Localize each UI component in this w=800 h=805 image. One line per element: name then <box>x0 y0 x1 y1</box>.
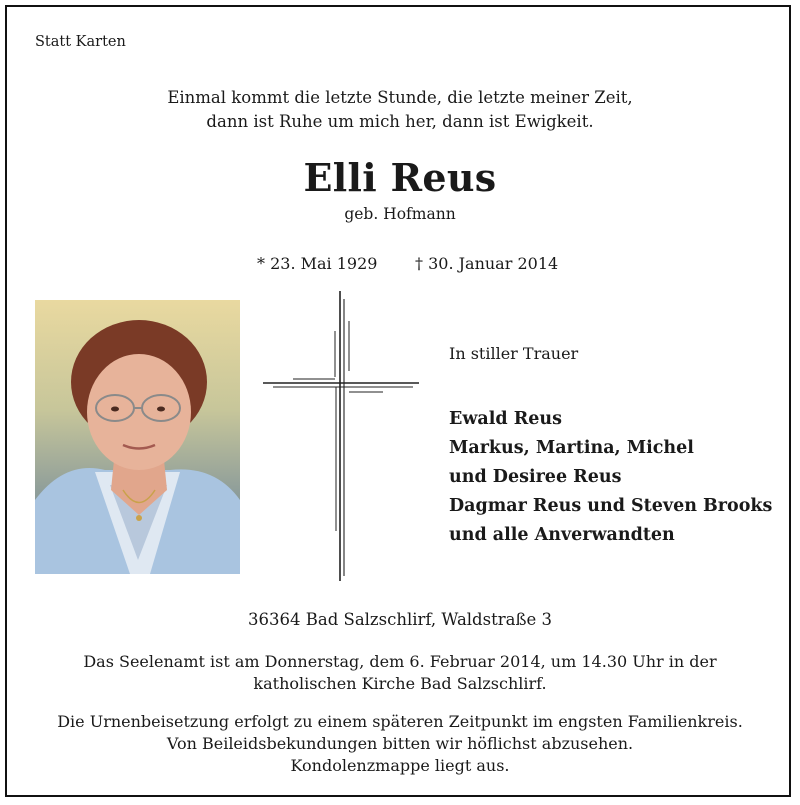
family-member: Markus, Martina, Michel <box>449 438 694 458</box>
portrait-photo <box>35 300 240 574</box>
family-member: Ewald Reus <box>449 409 562 429</box>
obituary-card <box>5 5 791 797</box>
portrait-illustration <box>35 300 240 574</box>
mass-line: katholischen Kirche Bad Salzschlirf. <box>253 674 547 693</box>
burial-line: Die Urnenbeisetzung erfolgt zu einem späteren Zeitpunkt im engsten Familienkreis. <box>57 712 743 731</box>
death-date: † 30. Januar 2014 <box>415 254 559 273</box>
mourning-intro: In stiller Trauer <box>449 344 579 363</box>
poem <box>7 86 793 134</box>
family-member: und Desiree Reus <box>449 467 622 487</box>
burial-notice <box>7 711 793 777</box>
burial-line: Von Beileidsbekundungen bitten wir höflichst abzusehen. <box>166 734 634 753</box>
poem-line: Einmal kommt die letzte Stunde, die letzte meiner Zeit, <box>167 88 633 107</box>
header-note: Statt Karten <box>35 34 126 50</box>
birth-name: geb. Hofmann <box>344 205 456 223</box>
family-list <box>449 405 772 550</box>
mass-line: Das Seelenamt ist am Donnerstag, dem 6. Februar 2014, um 14.30 Uhr in der <box>83 652 717 671</box>
address: 36364 Bad Salzschlirf, Waldstraße 3 <box>248 610 552 629</box>
deceased-name: Elli Reus <box>303 155 497 200</box>
family-member: Dagmar Reus und Steven Brooks <box>449 496 773 516</box>
burial-line: Kondolenzmappe liegt aus. <box>290 756 510 775</box>
mass-notice <box>7 651 793 695</box>
family-member: und alle Anverwandten <box>449 525 675 545</box>
birth-date: * 23. Mai 1929 <box>257 254 378 273</box>
poem-line: dann ist Ruhe um mich her, dann ist Ewigkeit. <box>206 112 594 131</box>
cross-icon <box>263 291 419 581</box>
